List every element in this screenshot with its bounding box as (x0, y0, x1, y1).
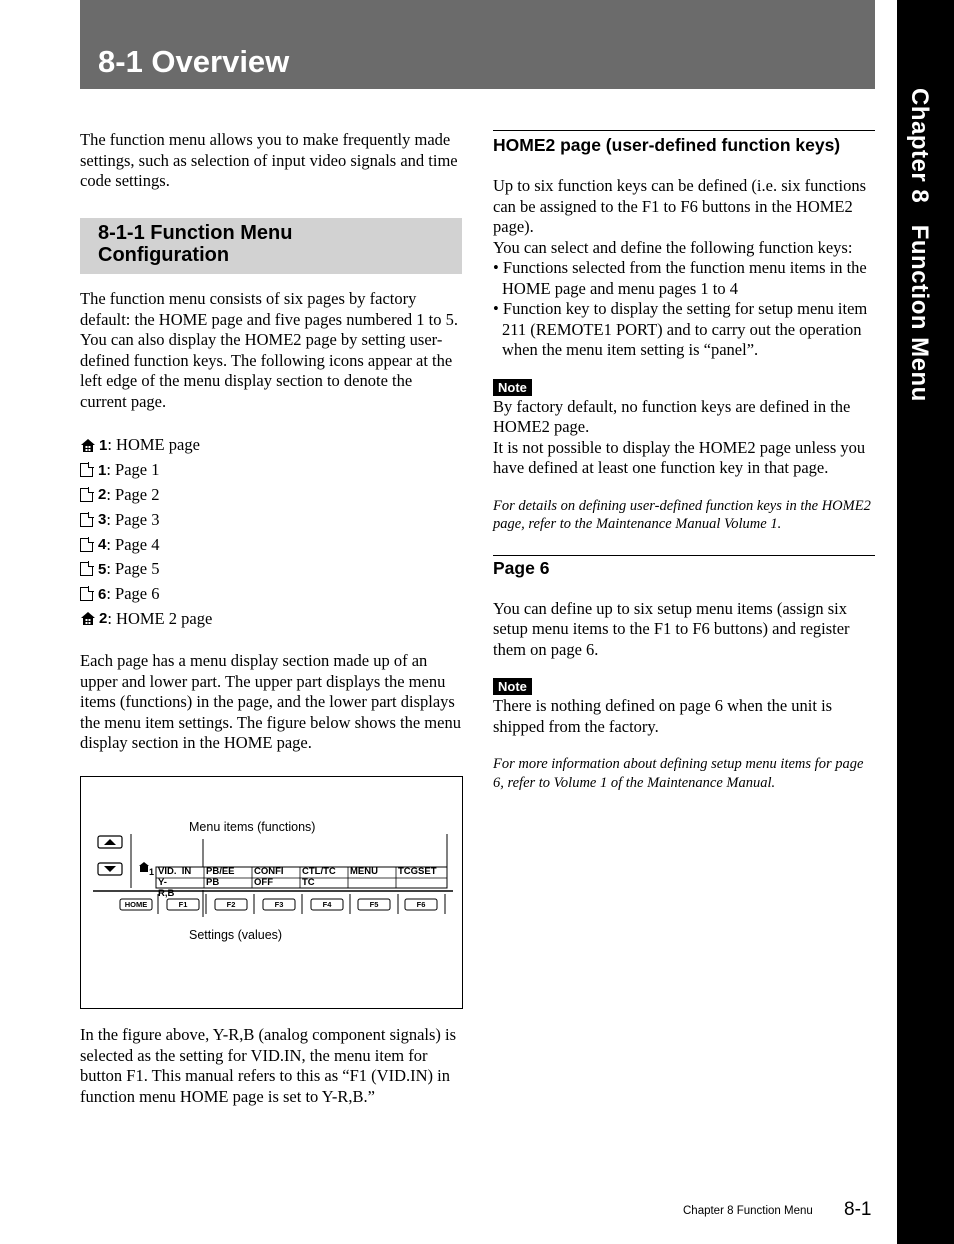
list-item (80, 507, 212, 532)
page-icon-list (80, 433, 212, 631)
down-arrow-button (98, 863, 122, 875)
right-column (493, 130, 875, 792)
page-icon (80, 513, 93, 527)
icon-label: : HOME page (107, 435, 200, 455)
icon-label: : Page 6 (106, 584, 160, 604)
f5-button: F5 (369, 900, 379, 909)
setting-f1: Y-R,B (158, 877, 175, 899)
list-item (80, 433, 212, 458)
f1-button: F1 (178, 900, 188, 909)
menu-display-figure (80, 776, 463, 1009)
list-item (80, 458, 212, 483)
note-badge: Note (493, 678, 532, 695)
section-heading-line2: Configuration (98, 244, 230, 266)
page6-reference: For more information about defining setup menu items for page 6, refer to Volume 1 of the Maintenance Manual. (493, 756, 864, 791)
home-icon (80, 438, 96, 453)
section-heading (80, 218, 462, 274)
menu-display-paragraph: Each page has a menu display section made up of an upper and lower part. The upper part displays the menu items (functions) in the page, and the lower part displays the menu item settings. The figure below shows the menu display section in the HOME page. (80, 651, 461, 752)
figure-explanation-paragraph: In the figure above, Y-R,B (analog component signals) is selected as the setting for VID.IN, the menu item for button F1. This manual refers to this as “F1 (VID.IN) in function menu HOME page is set to Y-R,B.” (80, 1025, 457, 1106)
page-icon (80, 538, 93, 552)
icon-number: 4 (98, 536, 107, 554)
menu-item-f6: TCGSET (398, 866, 437, 877)
icon-label: : Page 3 (106, 509, 160, 529)
page-icon (80, 587, 93, 601)
home-icon (80, 611, 96, 626)
note1-line2: It is not possible to display the HOME2 page unless you have defined at least one function key in that page. (493, 437, 866, 477)
home2-reference: For details on defining user-defined function keys in the HOME2 page, refer to the Maintenance Manual Volume 1. (493, 497, 871, 532)
page-icon (80, 463, 93, 477)
icon-label: : HOME 2 page (107, 608, 213, 628)
menu-item-f1: VID. IN (158, 866, 192, 877)
icon-number: 2 (99, 610, 108, 628)
chapter-tab-label: Chapter 8 Function Menu (906, 88, 933, 402)
f6-button: F6 (416, 900, 426, 909)
page-icon (80, 562, 93, 576)
chapter-side-tab (897, 0, 954, 1244)
intro-paragraph: The function menu allows you to make frequently made settings, such as selection of input video signals and time code settings. (80, 130, 458, 190)
list-item (80, 483, 212, 508)
page-number: 1 (149, 867, 155, 877)
note-badge: Note (493, 379, 532, 396)
icon-label: : Page 4 (106, 534, 160, 554)
section-heading-line1: 8-1-1 Function Menu (98, 222, 293, 244)
home-button: HOME (124, 900, 148, 909)
list-item (80, 557, 212, 582)
list-item (80, 607, 212, 632)
menu-item-f5: MENU (350, 866, 378, 877)
note2-text: There is nothing defined on page 6 when the unit is shipped from the factory. (493, 696, 833, 736)
f3-button: F3 (274, 900, 284, 909)
setting-f4: TC (302, 877, 315, 888)
note1-line1: By factory default, no function keys are defined in the HOME2 page. (493, 396, 851, 436)
home2-para1: Up to six function keys can be defined (i.e. six functions can be assigned to the F1 to F6 buttons in the HOME2 page). (493, 176, 866, 236)
icon-number: 1 (98, 461, 107, 479)
footer-chapter: Chapter 8 Function Menu (683, 1205, 813, 1217)
page6-para: You can define up to six setup menu items (assign six setup menu items to the F1 to F6 buttons) and register them on page 6. (493, 598, 850, 659)
left-column (80, 130, 462, 192)
icon-number: 3 (98, 511, 107, 529)
icon-label: : Page 5 (106, 559, 160, 579)
icon-label: : Page 1 (106, 460, 160, 480)
title-bar (80, 0, 875, 89)
menu-items-label: Menu items (functions) (189, 820, 316, 834)
f4-button: F4 (322, 900, 332, 909)
f2-button: F2 (226, 900, 236, 909)
home2-bullet1: • Functions selected from the function menu items in the HOME page and menu pages 1 to 4 (493, 258, 867, 298)
icon-number: 5 (98, 560, 107, 578)
list-item (80, 582, 212, 607)
icon-number: 6 (98, 585, 107, 603)
icon-number: 2 (98, 486, 107, 504)
settings-label: Settings (values) (189, 928, 283, 942)
home2-heading: HOME2 page (user-defined function keys) (493, 130, 875, 156)
home2-bullet2: • Function key to display the setting for setup menu item 211 (REMOTE1 PORT) and to carry out the operation when the menu item setting is “panel”. (493, 299, 868, 359)
footer-page-number: 8-1 (844, 1199, 872, 1220)
icon-number: 1 (99, 436, 108, 454)
page-title: 8-1 Overview (98, 44, 290, 79)
up-arrow-button (98, 836, 122, 848)
menu-item-f4: CTL/TC (302, 866, 336, 877)
config-paragraph: The function menu consists of six pages by factory default: the HOME page and five pages numbered 1 to 5. You can also display the HOME2 page by setting user-defined function keys. The following icons appear at the left edge of the menu display section to denote the current page. (80, 289, 459, 411)
home-icon (139, 862, 149, 872)
home2-para2: You can select and define the following function keys: (493, 237, 853, 257)
menu-display-diagram (81, 777, 462, 1008)
menu-item-f3: CONFI (254, 866, 284, 877)
setting-f2: PB (206, 877, 220, 888)
page6-heading: Page 6 (493, 555, 875, 579)
menu-item-f2: PB/EE (206, 866, 235, 877)
page-icon (80, 488, 93, 502)
list-item (80, 532, 212, 557)
icon-label: : Page 2 (106, 484, 160, 504)
setting-f3: OFF (254, 877, 273, 888)
